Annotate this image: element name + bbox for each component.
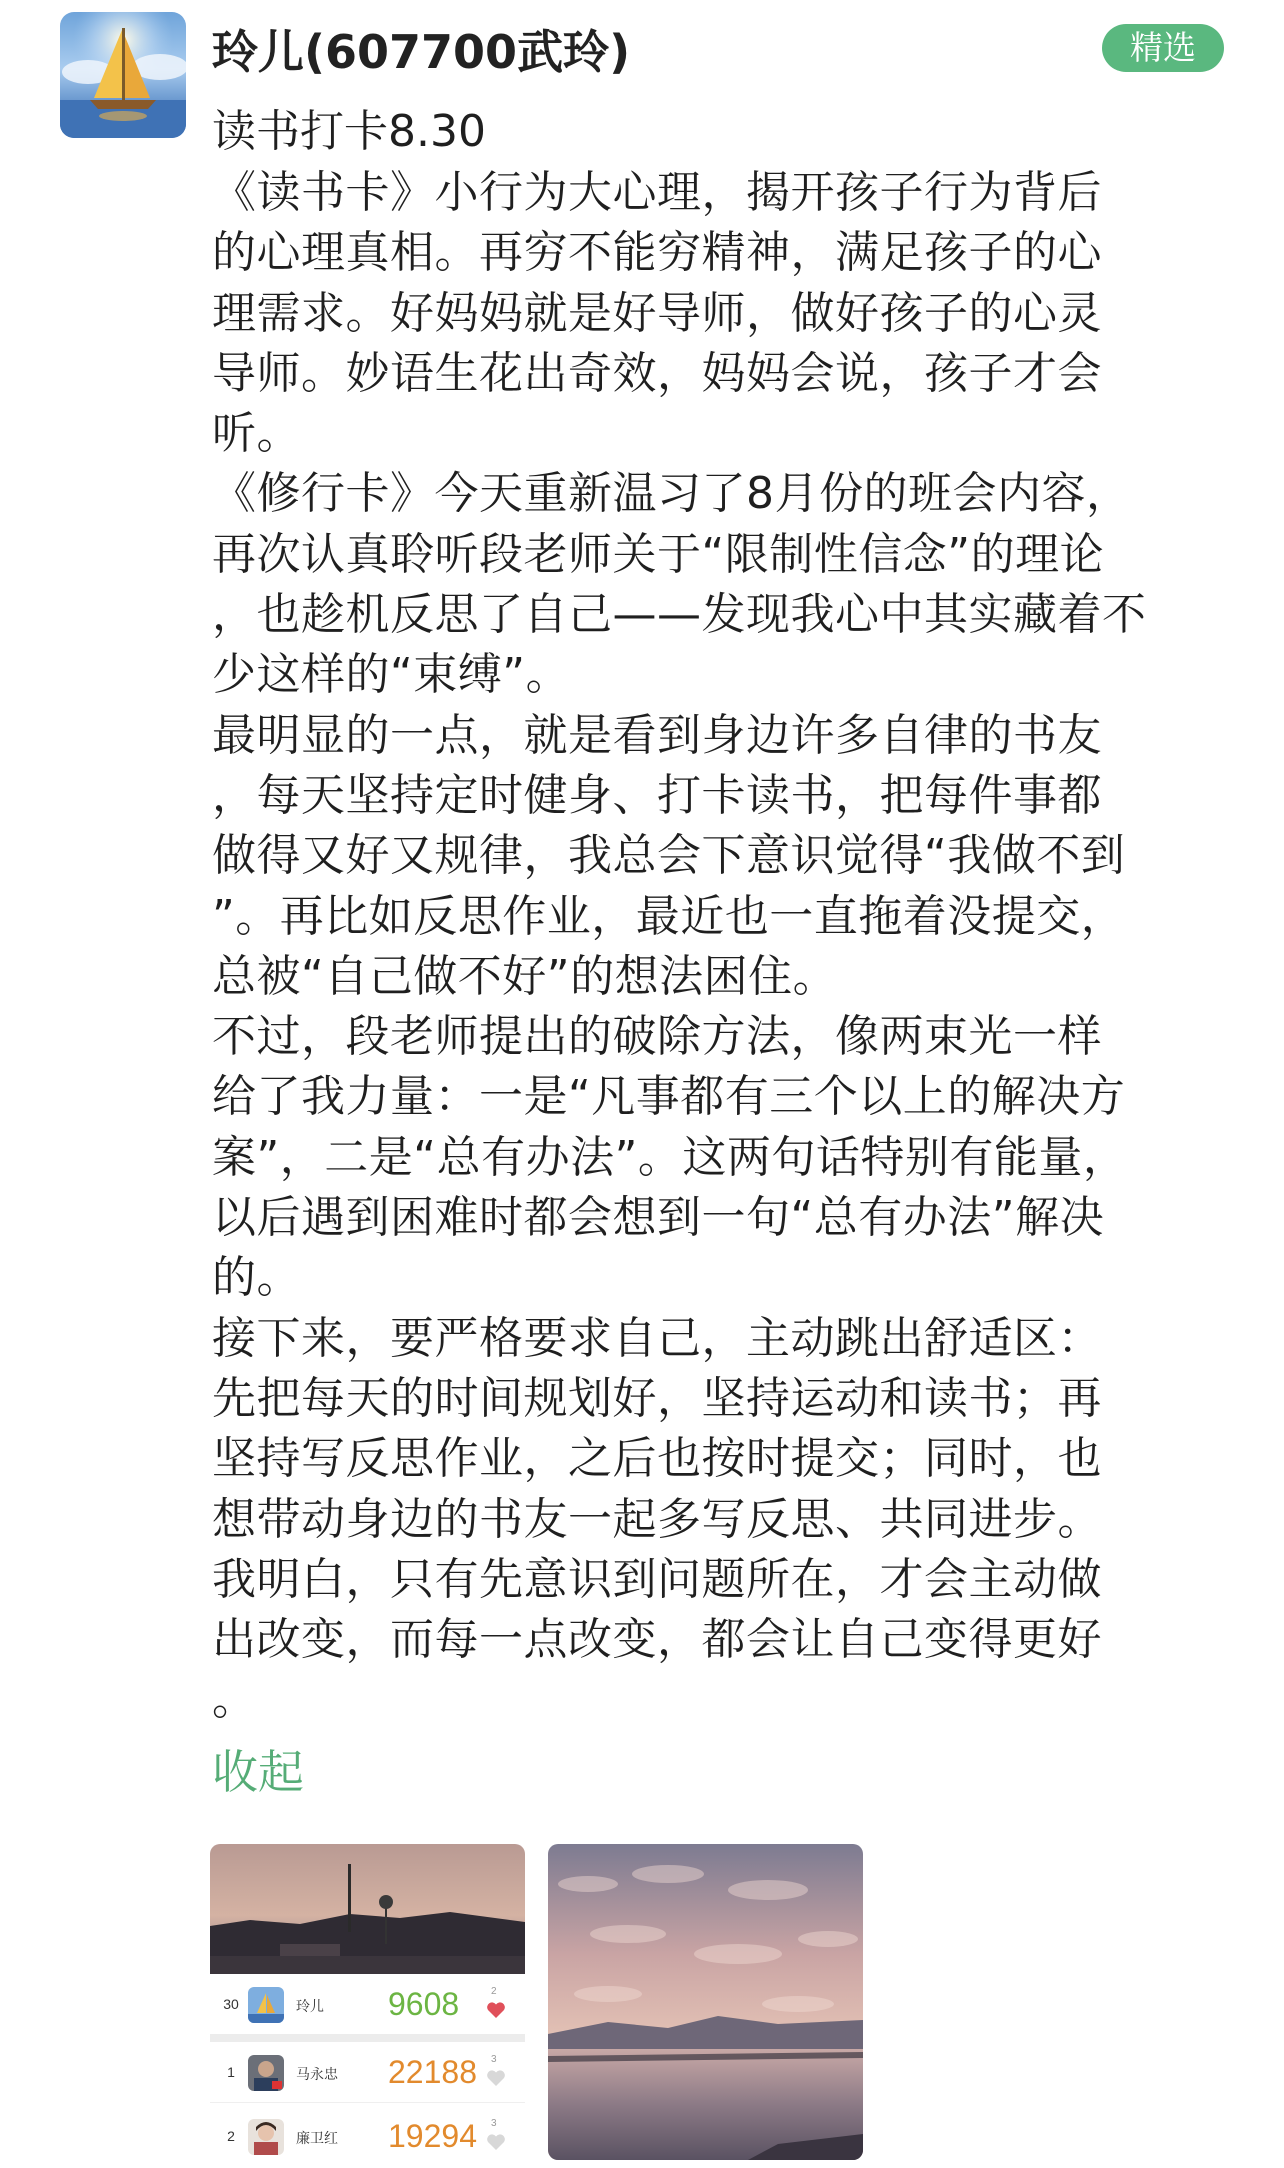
post-line: 《读书卡》小行为大心理，揭开孩子行为背后 — [212, 167, 1102, 218]
rank-score: 9608 — [388, 1986, 460, 2022]
post-line: 的。 — [212, 1252, 301, 1304]
post-line: 总被“自己做不好”的想法困住。 — [212, 950, 838, 1002]
post-line: 接下来，要严格要求自己，主动跳出舒适区： — [212, 1312, 1102, 1364]
post-line: 不过，段老师提出的破除方法，像两束光一样 — [212, 1011, 1102, 1063]
post-line: 案”，二是“总有办法”。这两句话特别有能量， — [212, 1131, 1128, 1183]
rank-score: 19294 — [388, 2118, 477, 2154]
rank-name: 马永忠 — [296, 2066, 338, 2082]
author-avatar[interactable] — [60, 12, 186, 138]
post-body — [212, 163, 1232, 1731]
ranking-row — [210, 2106, 525, 2160]
post-line: 《修行卡》今天重新温习了8月份的班会内容， — [212, 468, 1131, 520]
post-line: 做得又好又规律，我总会下意识觉得“我做不到 — [212, 830, 1126, 882]
author-name[interactable]: 玲儿(607700武玲) — [212, 25, 631, 79]
post-line: 导师。妙语生花出奇效，妈妈会说，孩子才会 — [212, 347, 1102, 399]
featured-badge: 精选 — [1102, 24, 1224, 72]
rank-name: 玲儿 — [296, 1998, 324, 2014]
post-line: 以后遇到困难时都会想到一句“总有办法”解决 — [212, 1192, 1105, 1244]
post-line: 给了我力量：一是“凡事都有三个以上的解决方 — [212, 1071, 1126, 1123]
post-line: 理需求。好妈妈就是好导师，做好孩子的心灵 — [212, 287, 1102, 339]
post-line: 想带动身边的书友一起多写反思、共同进步。 — [212, 1493, 1102, 1545]
post-line: 最明显的一点，就是看到身边许多自律的书友 — [212, 709, 1102, 761]
heart-icon — [486, 2133, 506, 2151]
rank-likes-count: 3 — [491, 2118, 497, 2129]
attachment-image-ranking[interactable] — [210, 1844, 525, 2160]
heart-icon — [486, 2069, 506, 2087]
post-line: 少这样的“束缚”。 — [212, 649, 571, 701]
sunset-photo — [210, 1844, 525, 1974]
post-line: ，也趁机反思了自己——发现我心中其实藏着不 — [212, 589, 1147, 641]
ranking-divider — [210, 2102, 525, 2103]
post-line: 我明白，只有先意识到问题所在，才会主动做 — [212, 1553, 1102, 1605]
post-line: 听。 — [212, 408, 301, 460]
rank-number: 1 — [227, 2064, 235, 2080]
sailboat-avatar-icon — [60, 12, 186, 138]
post-line: ”。再比如反思作业，最近也一直拖着没提交， — [212, 890, 1126, 942]
heart-icon — [486, 2001, 506, 2019]
ranking-separator — [210, 2034, 525, 2042]
collapse-link[interactable]: 收起 — [212, 1745, 304, 1799]
rank-name: 廉卫红 — [296, 2130, 338, 2146]
rank-score: 22188 — [388, 2054, 477, 2090]
rank-number: 30 — [223, 1996, 239, 2012]
rank-likes-count: 3 — [491, 2054, 497, 2065]
lake-sunset-photo — [548, 1844, 863, 2160]
rank-likes-count: 2 — [491, 1986, 497, 1997]
ranking-row — [210, 2042, 525, 2102]
post-line: ，每天坚持定时健身、打卡读书，把每件事都 — [212, 769, 1102, 821]
post-line: 出改变，而每一点改变，都会让自己变得更好 — [212, 1614, 1102, 1666]
post-line: 的心理真相。再穷不能穷精神，满足孩子的心 — [212, 227, 1102, 279]
post-line: 。 — [212, 1674, 257, 1726]
attachment-image-lake[interactable] — [548, 1844, 863, 2160]
post-line: 先把每天的时间规划好，坚持运动和读书；再 — [212, 1372, 1102, 1424]
post-line: 坚持写反思作业，之后也按时提交；同时，也 — [212, 1433, 1102, 1485]
ranking-avatar — [248, 2055, 284, 2091]
ranking-avatar — [248, 2119, 284, 2155]
post-title: 读书打卡8.30 — [212, 106, 486, 157]
rank-number: 2 — [227, 2128, 235, 2144]
post-line: 再次认真聆听段老师关于“限制性信念”的理论 — [212, 528, 1105, 580]
ranking-avatar — [248, 1987, 284, 2023]
ranking-row-me — [210, 1974, 525, 2034]
